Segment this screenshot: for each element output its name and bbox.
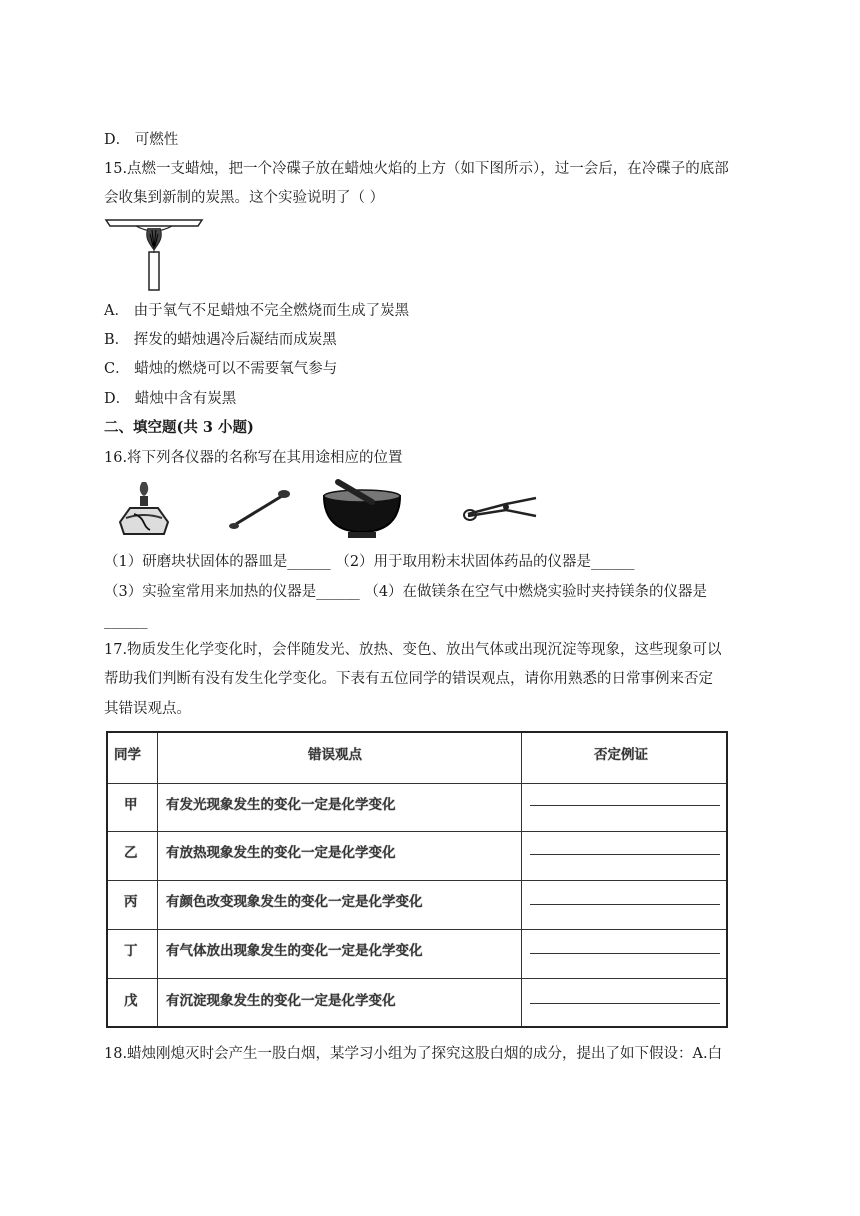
q15-option-c: C． 蜡烛的燃烧可以不需要氧气参与 <box>104 361 338 377</box>
q17-stem-line2: 帮助我们判断有没有发生化学变化。下表有五位同学的错误观点，请你用熟悉的日常事例来否定 <box>104 671 713 687</box>
table-row-view: 有气体放出现象发生的变化一定是化学变化 <box>166 943 423 959</box>
answer-blank[interactable] <box>530 805 720 806</box>
answer-blank[interactable] <box>530 904 720 905</box>
table-row-view: 有颜色改变现象发生的变化一定是化学变化 <box>166 894 423 910</box>
table-header-view: 错误观点 <box>308 747 362 763</box>
section-heading: 二、填空题(共 3 小题) <box>104 419 254 436</box>
q16-blank-line1: （1）研磨块状固体的器皿是______ （2）用于取用粉末状固体药品的仪器是______ <box>104 554 635 570</box>
q17-table <box>106 731 728 1028</box>
q17-stem-line1: 17.物质发生化学变化时，会伴随发光、放热、变色、放出气体或出现沉淀等现象，这些现象可以 <box>104 642 722 658</box>
q16-blank-line3: ______ <box>104 613 148 629</box>
table-row-view: 有放热现象发生的变化一定是化学变化 <box>166 845 396 861</box>
q16-blank-line2: （3）实验室常用来加热的仪器是______ （4）在做镁条在空气中燃烧实验时夹持镁条的仪器是 <box>104 584 708 600</box>
candle-dish-illustration <box>104 216 204 292</box>
table-row-student: 戊 <box>124 993 138 1009</box>
answer-blank[interactable] <box>530 1003 720 1004</box>
q15-stem-line2: 会收集到新制的炭黑。这个实验说明了（ ） <box>104 190 385 206</box>
table-header-student: 同学 <box>114 747 141 763</box>
table-row-view: 有沉淀现象发生的变化一定是化学变化 <box>166 993 396 1009</box>
table-row-student: 丙 <box>124 894 138 910</box>
q16-stem: 16.将下列各仪器的名称写在其用途相应的位置 <box>104 450 403 466</box>
crucible-tongs-icon <box>462 490 542 526</box>
alcohol-lamp-icon <box>116 478 172 538</box>
medicine-spoon-icon <box>226 486 292 534</box>
q17-stem-line3: 其错误观点。 <box>104 701 191 717</box>
q18-stem-line1: 18.蜡烛刚熄灭时会产生一股白烟，某学习小组为了探究这股白烟的成分，提出了如下假设：A.白 <box>104 1046 723 1062</box>
q15-option-d: D． 蜡烛中含有炭黑 <box>104 391 237 407</box>
table-row-student: 甲 <box>124 797 138 813</box>
table-row-view: 有发光现象发生的变化一定是化学变化 <box>166 797 396 813</box>
q15-option-b: B． 挥发的蜡烛遇冷后凝结而成炭黑 <box>104 332 337 348</box>
table-row-student: 丁 <box>124 943 138 959</box>
answer-blank[interactable] <box>530 854 720 855</box>
q14-option-d: D． 可燃性 <box>104 132 179 148</box>
q15-option-a: A． 由于氧气不足蜡烛不完全燃烧而生成了炭黑 <box>104 303 410 319</box>
table-header-counterexample: 否定例证 <box>594 747 648 763</box>
table-row-student: 乙 <box>124 845 138 861</box>
answer-blank[interactable] <box>530 953 720 954</box>
q15-stem-line1: 15.点燃一支蜡烛，把一个冷碟子放在蜡烛火焰的上方（如下图所示），过一会后，在冷碟子的底部 <box>104 161 729 177</box>
mortar-pestle-icon <box>320 476 404 540</box>
